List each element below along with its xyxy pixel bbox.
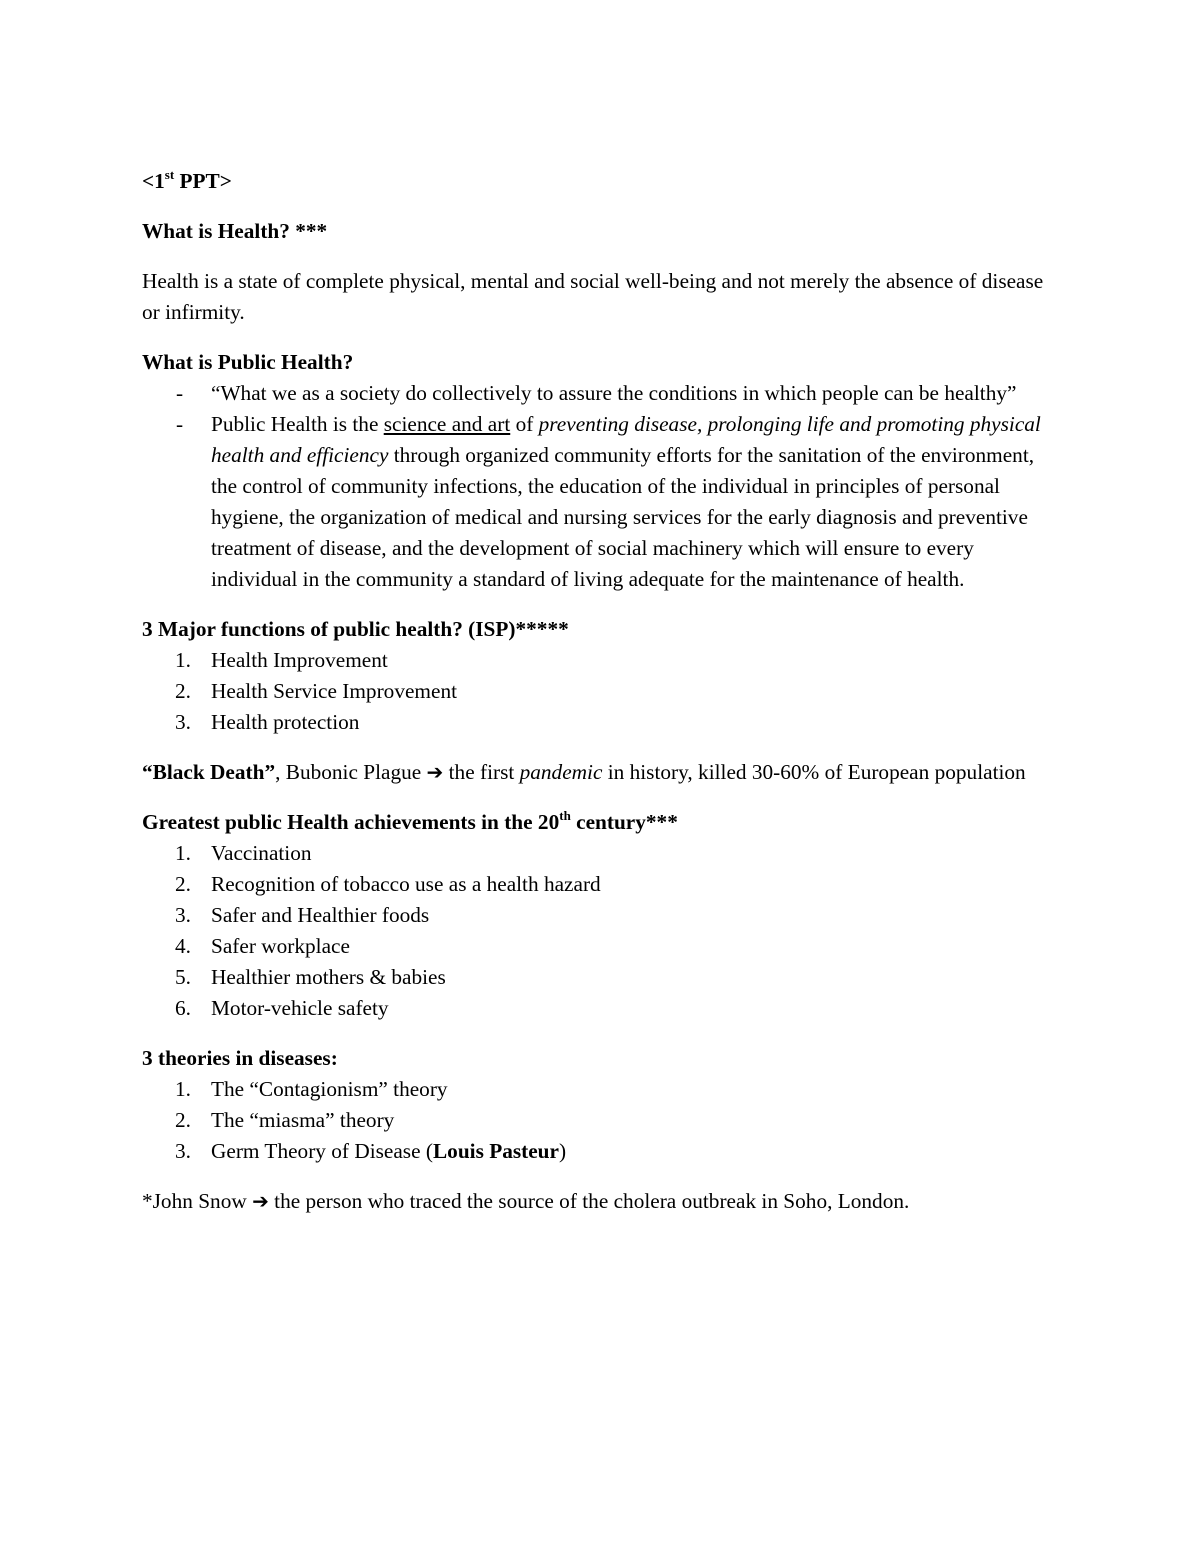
achievement-item: Motor-vehicle safety bbox=[211, 996, 389, 1020]
number-marker: 3. bbox=[175, 1139, 191, 1163]
public-health-list bbox=[142, 378, 1062, 595]
black-death-text: in history, killed 30-60% of European population bbox=[602, 760, 1026, 784]
achievements-list bbox=[142, 838, 1062, 1024]
health-heading: What is Health? *** bbox=[142, 219, 328, 243]
pandemic-italic: pandemic bbox=[519, 760, 603, 784]
list-item bbox=[142, 645, 1062, 676]
achievement-item: Vaccination bbox=[211, 841, 312, 865]
john-snow-paragraph bbox=[142, 1186, 1062, 1217]
number-marker: 2. bbox=[175, 679, 191, 703]
number-marker: 1. bbox=[175, 841, 191, 865]
list-item bbox=[142, 900, 1062, 931]
functions-heading: 3 Major functions of public health? (ISP)***** bbox=[142, 617, 569, 641]
def-italic: preventing disease, prolonging life and promoting physical health and efficiency bbox=[211, 412, 1041, 467]
number-marker: 2. bbox=[175, 872, 191, 896]
list-item bbox=[142, 1105, 1062, 1136]
def-prefix: Public Health is the bbox=[211, 412, 384, 436]
theory-item: The “miasma” theory bbox=[211, 1108, 395, 1132]
achievement-item: Safer and Healthier foods bbox=[211, 903, 430, 927]
achievement-item: Safer workplace bbox=[211, 934, 350, 958]
list-item bbox=[142, 707, 1062, 738]
arrow-icon: ➔ bbox=[426, 760, 444, 784]
john-snow-prefix: *John Snow bbox=[142, 1189, 253, 1213]
list-item bbox=[142, 1074, 1062, 1105]
louis-pasteur-bold: Louis Pasteur bbox=[432, 1139, 559, 1163]
black-death-text: , Bubonic Plague bbox=[275, 760, 427, 784]
list-item bbox=[142, 962, 1062, 993]
number-marker: 1. bbox=[175, 648, 191, 672]
functions-list bbox=[142, 645, 1062, 738]
black-death-paragraph bbox=[142, 757, 1062, 788]
theory-item: The “Contagionism” theory bbox=[211, 1077, 448, 1101]
list-item bbox=[142, 676, 1062, 707]
theories-list bbox=[142, 1074, 1062, 1167]
achievement-item: Recognition of tobacco use as a health hazard bbox=[211, 872, 601, 896]
theory-item-close: ) bbox=[558, 1139, 567, 1163]
number-marker: 4. bbox=[175, 934, 191, 958]
number-marker: 5. bbox=[175, 965, 191, 989]
public-health-heading: What is Public Health? bbox=[142, 350, 354, 374]
achievement-item: Healthier mothers & babies bbox=[211, 965, 446, 989]
john-snow-text: the person who traced the source of the cholera outbreak in Soho, London. bbox=[268, 1189, 910, 1213]
number-marker: 3. bbox=[175, 710, 191, 734]
achievements-heading-post: century*** bbox=[570, 810, 678, 834]
def-of: of bbox=[510, 412, 539, 436]
health-definition: Health is a state of complete physical, mental and social well-being and not merely the absence of disease or infirmity. bbox=[142, 269, 1044, 324]
list-item bbox=[142, 1136, 1062, 1167]
ppt-header-close: PPT> bbox=[174, 169, 232, 193]
number-marker: 6. bbox=[175, 996, 191, 1020]
black-death-bold: “Black Death” bbox=[142, 760, 276, 784]
function-item: Health protection bbox=[211, 710, 360, 734]
theories-heading: 3 theories in diseases: bbox=[142, 1046, 338, 1070]
achievements-heading bbox=[142, 807, 1062, 838]
def-rest: through organized community efforts for the sanitation of the environment, the control of community infections, the education of the individual in principles of personal hygiene, the organization of medical and nursing services for the early diagnosis and preventive treatment of disease, and the development of social machinery which will ensure to every individual in the community a standard of living adequate for the maintenance of health. bbox=[211, 443, 1035, 591]
list-item bbox=[142, 931, 1062, 962]
document-page bbox=[142, 166, 1062, 1217]
number-marker: 3. bbox=[175, 903, 191, 927]
theory-item: Germ Theory of Disease ( bbox=[211, 1139, 433, 1163]
black-death-text: the first bbox=[443, 760, 520, 784]
function-item: Health Service Improvement bbox=[211, 679, 458, 703]
ppt-header bbox=[142, 166, 1062, 197]
arrow-icon: ➔ bbox=[252, 1189, 269, 1213]
ppt-header-open: <1 bbox=[142, 169, 165, 193]
number-marker: 2. bbox=[175, 1108, 191, 1132]
list-item bbox=[142, 838, 1062, 869]
achievements-heading-pre: Greatest public Health achievements in the 20 bbox=[142, 810, 560, 834]
public-health-quote: “What we as a society do collectively to assure the conditions in which people can be healthy” bbox=[211, 381, 1017, 405]
list-item bbox=[142, 869, 1062, 900]
list-item bbox=[142, 378, 1062, 409]
function-item: Health Improvement bbox=[211, 648, 388, 672]
ppt-header-sup: st bbox=[164, 167, 175, 182]
def-underlined: science and art bbox=[383, 412, 511, 436]
list-item bbox=[142, 993, 1062, 1024]
dash-marker: - bbox=[176, 412, 184, 436]
achievements-heading-sup: th bbox=[559, 808, 571, 823]
list-item bbox=[142, 409, 1062, 595]
dash-marker: - bbox=[176, 381, 184, 405]
number-marker: 1. bbox=[175, 1077, 191, 1101]
